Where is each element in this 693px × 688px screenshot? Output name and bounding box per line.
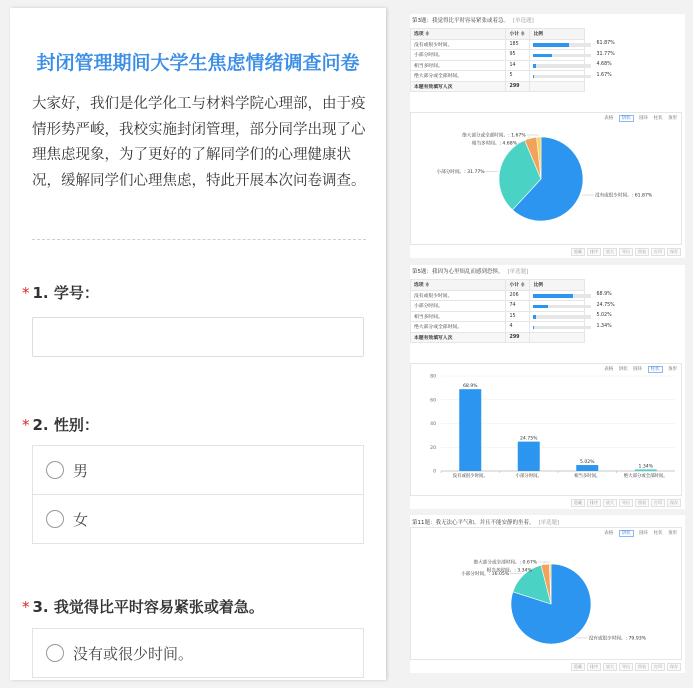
tool-hbar[interactable]: 条形	[668, 116, 677, 121]
question-1-title: * 1. 学号：	[22, 284, 99, 302]
required-mark: *	[22, 598, 30, 616]
pie-chart-q3	[411, 113, 683, 246]
divider	[32, 239, 366, 240]
table-row: 小部分时间。 74 24.75%	[411, 301, 585, 312]
tool-pie[interactable]: 饼状	[619, 530, 634, 537]
bar-2	[518, 442, 540, 471]
chart-area	[410, 363, 682, 496]
bar-value-1: 68.9%	[462, 384, 478, 390]
option-label: 没有或很少时间。	[73, 645, 194, 663]
tool-ring[interactable]: 圆环	[633, 367, 643, 372]
pie-label-3: 相当多时间。: 4.68%	[471, 141, 518, 147]
x-tick-4: 绝大部分或全部时间。	[623, 474, 668, 479]
table-total-row: 本题有效填写人次 299	[411, 81, 585, 92]
tool-bar[interactable]: 柱状	[653, 116, 663, 121]
table-row: 绝大部分或全部时间。 4 1.34%	[411, 322, 585, 333]
report-panel-q3	[410, 14, 685, 258]
y-tick-0: 0	[433, 469, 436, 475]
pie-label-1: 没有或很少时间。: 79.93%	[588, 636, 647, 642]
pie-label-3: 相当多时间。: 3.34%	[486, 568, 532, 574]
table-row: 小部分时间。 95 31.77%	[411, 50, 585, 61]
tool-hbar[interactable]: 条形	[668, 531, 677, 536]
chart-ops: 隐藏 排序 放大 导出 图表 打印 保存	[569, 248, 681, 256]
y-tick-3: 60	[430, 398, 436, 404]
question-3-title: * 3. 我觉得比平时容易紧张或着急。	[22, 598, 264, 616]
result-table: 选项 ≑ 小计 ≑ 比例 没有或很少时间。 185 61.87% 小部分时间。 95 31.77% 相当多时间。 14 4.68% 绝大部分或全部时间。 5 1.67% 本题有效填写人次 299	[410, 28, 585, 92]
chart-area	[410, 112, 682, 245]
table-row: 没有或很少时间。 206 68.9%	[411, 290, 585, 301]
gender-option-female[interactable]	[32, 494, 364, 544]
survey-page	[10, 8, 386, 680]
report-panel-q5	[410, 265, 685, 509]
survey-intro: 大家好，我们是化学化工与材料学院心理部，由于疫情形势严峻，我校实施封闭管理，部分同学出现了心理焦虑现象，为了更好的了解同学们的心理健康状况，缓解同学们心理焦虑，特此开展本次问卷调查。	[32, 96, 366, 189]
report-question-title: 第5题：我因为心里烦乱而感到恐惧。 [单选题]	[412, 269, 529, 275]
table-row: 绝大部分或全部时间。 5 1.67%	[411, 71, 585, 82]
pie-label-2: 小部分时间。: 16.05%	[461, 571, 510, 577]
required-mark: *	[22, 284, 30, 302]
x-tick-3: 相当多时间。	[574, 474, 601, 479]
tool-bar[interactable]: 柱状	[648, 366, 663, 373]
chart-area	[410, 527, 682, 660]
student-id-input[interactable]	[32, 317, 364, 357]
option-label: 男	[73, 462, 89, 480]
option-label: 女	[73, 511, 89, 529]
y-tick-1: 20	[430, 445, 436, 451]
report-question-title: 第11题：我无法心平气和，并且不能安静的坐着。 [单选题]	[412, 520, 560, 526]
tool-pie[interactable]: 饼状	[619, 115, 634, 122]
y-tick-4: 80	[430, 374, 436, 380]
pie-chart-q11	[411, 528, 683, 661]
tool-bar[interactable]: 柱状	[653, 531, 663, 536]
tool-ring[interactable]: 圆环	[639, 116, 649, 121]
radio-button[interactable]	[46, 644, 64, 662]
pie-label-4: 绝大部分或全部时间。: 0.67%	[473, 560, 538, 566]
chart-type-switcher[interactable]	[600, 366, 677, 372]
required-mark: *	[22, 416, 30, 434]
tool-ring[interactable]: 圆环	[639, 531, 649, 536]
bar-1	[459, 389, 481, 471]
report-panel-q11	[410, 515, 685, 673]
bar-3	[576, 465, 598, 471]
chart-type-switcher[interactable]	[600, 530, 677, 536]
pie-label-4: 绝大部分或全部时间。: 1.67%	[462, 133, 526, 139]
report-question-title: 第3题：我觉得比平时容易紧张或着急。 [单选题]	[412, 18, 534, 24]
x-tick-2: 小部分时间。	[515, 474, 542, 479]
survey-title: 封闭管理期间大学生焦虑情绪调查问卷	[36, 52, 360, 74]
pie-label-2: 小部分时间。: 31.77%	[436, 169, 485, 175]
question-2-title: * 2. 性别：	[22, 416, 99, 434]
tool-pie[interactable]: 饼状	[618, 367, 628, 372]
pie-label-1: 没有或很少时间。: 61.87%	[594, 193, 653, 199]
tool-hbar[interactable]: 条形	[668, 367, 677, 372]
table-row: 没有或很少时间。 185 61.87%	[411, 39, 585, 50]
bar-4	[635, 469, 657, 471]
table-row: 相当多时间。 15 5.02%	[411, 311, 585, 322]
bar-chart-q5	[411, 364, 683, 497]
q3-option-1[interactable]	[32, 628, 364, 678]
gender-option-male[interactable]	[32, 445, 364, 495]
tool-table[interactable]: 表格	[604, 531, 614, 536]
table-total-row: 本题有效填写人次 299	[411, 332, 585, 343]
radio-button[interactable]	[46, 510, 64, 528]
bar-value-2: 24.75%	[519, 436, 538, 442]
result-table: 选项 ≑ 小计 ≑ 比例 没有或很少时间。 206 68.9% 小部分时间。 74 24.75% 相当多时间。 15 5.02% 绝大部分或全部时间。 4 1.34% 本题有效填写人次 299	[410, 279, 585, 343]
chart-ops: 隐藏 排序 放大 导出 图表 打印 保存	[569, 663, 681, 671]
chart-type-switcher[interactable]	[600, 115, 677, 121]
x-tick-1: 没有或很少时间。	[452, 474, 488, 479]
chart-ops: 隐藏 排序 放大 导出 图表 打印 保存	[569, 499, 681, 507]
radio-button[interactable]	[46, 461, 64, 479]
y-tick-2: 40	[430, 422, 436, 427]
table-row: 相当多时间。 14 4.68%	[411, 60, 585, 71]
bar-value-4: 1.34%	[638, 464, 654, 470]
bar-value-3: 5.02%	[579, 460, 595, 466]
tool-table[interactable]: 表格	[604, 116, 614, 121]
tool-table[interactable]: 表格	[604, 367, 614, 372]
